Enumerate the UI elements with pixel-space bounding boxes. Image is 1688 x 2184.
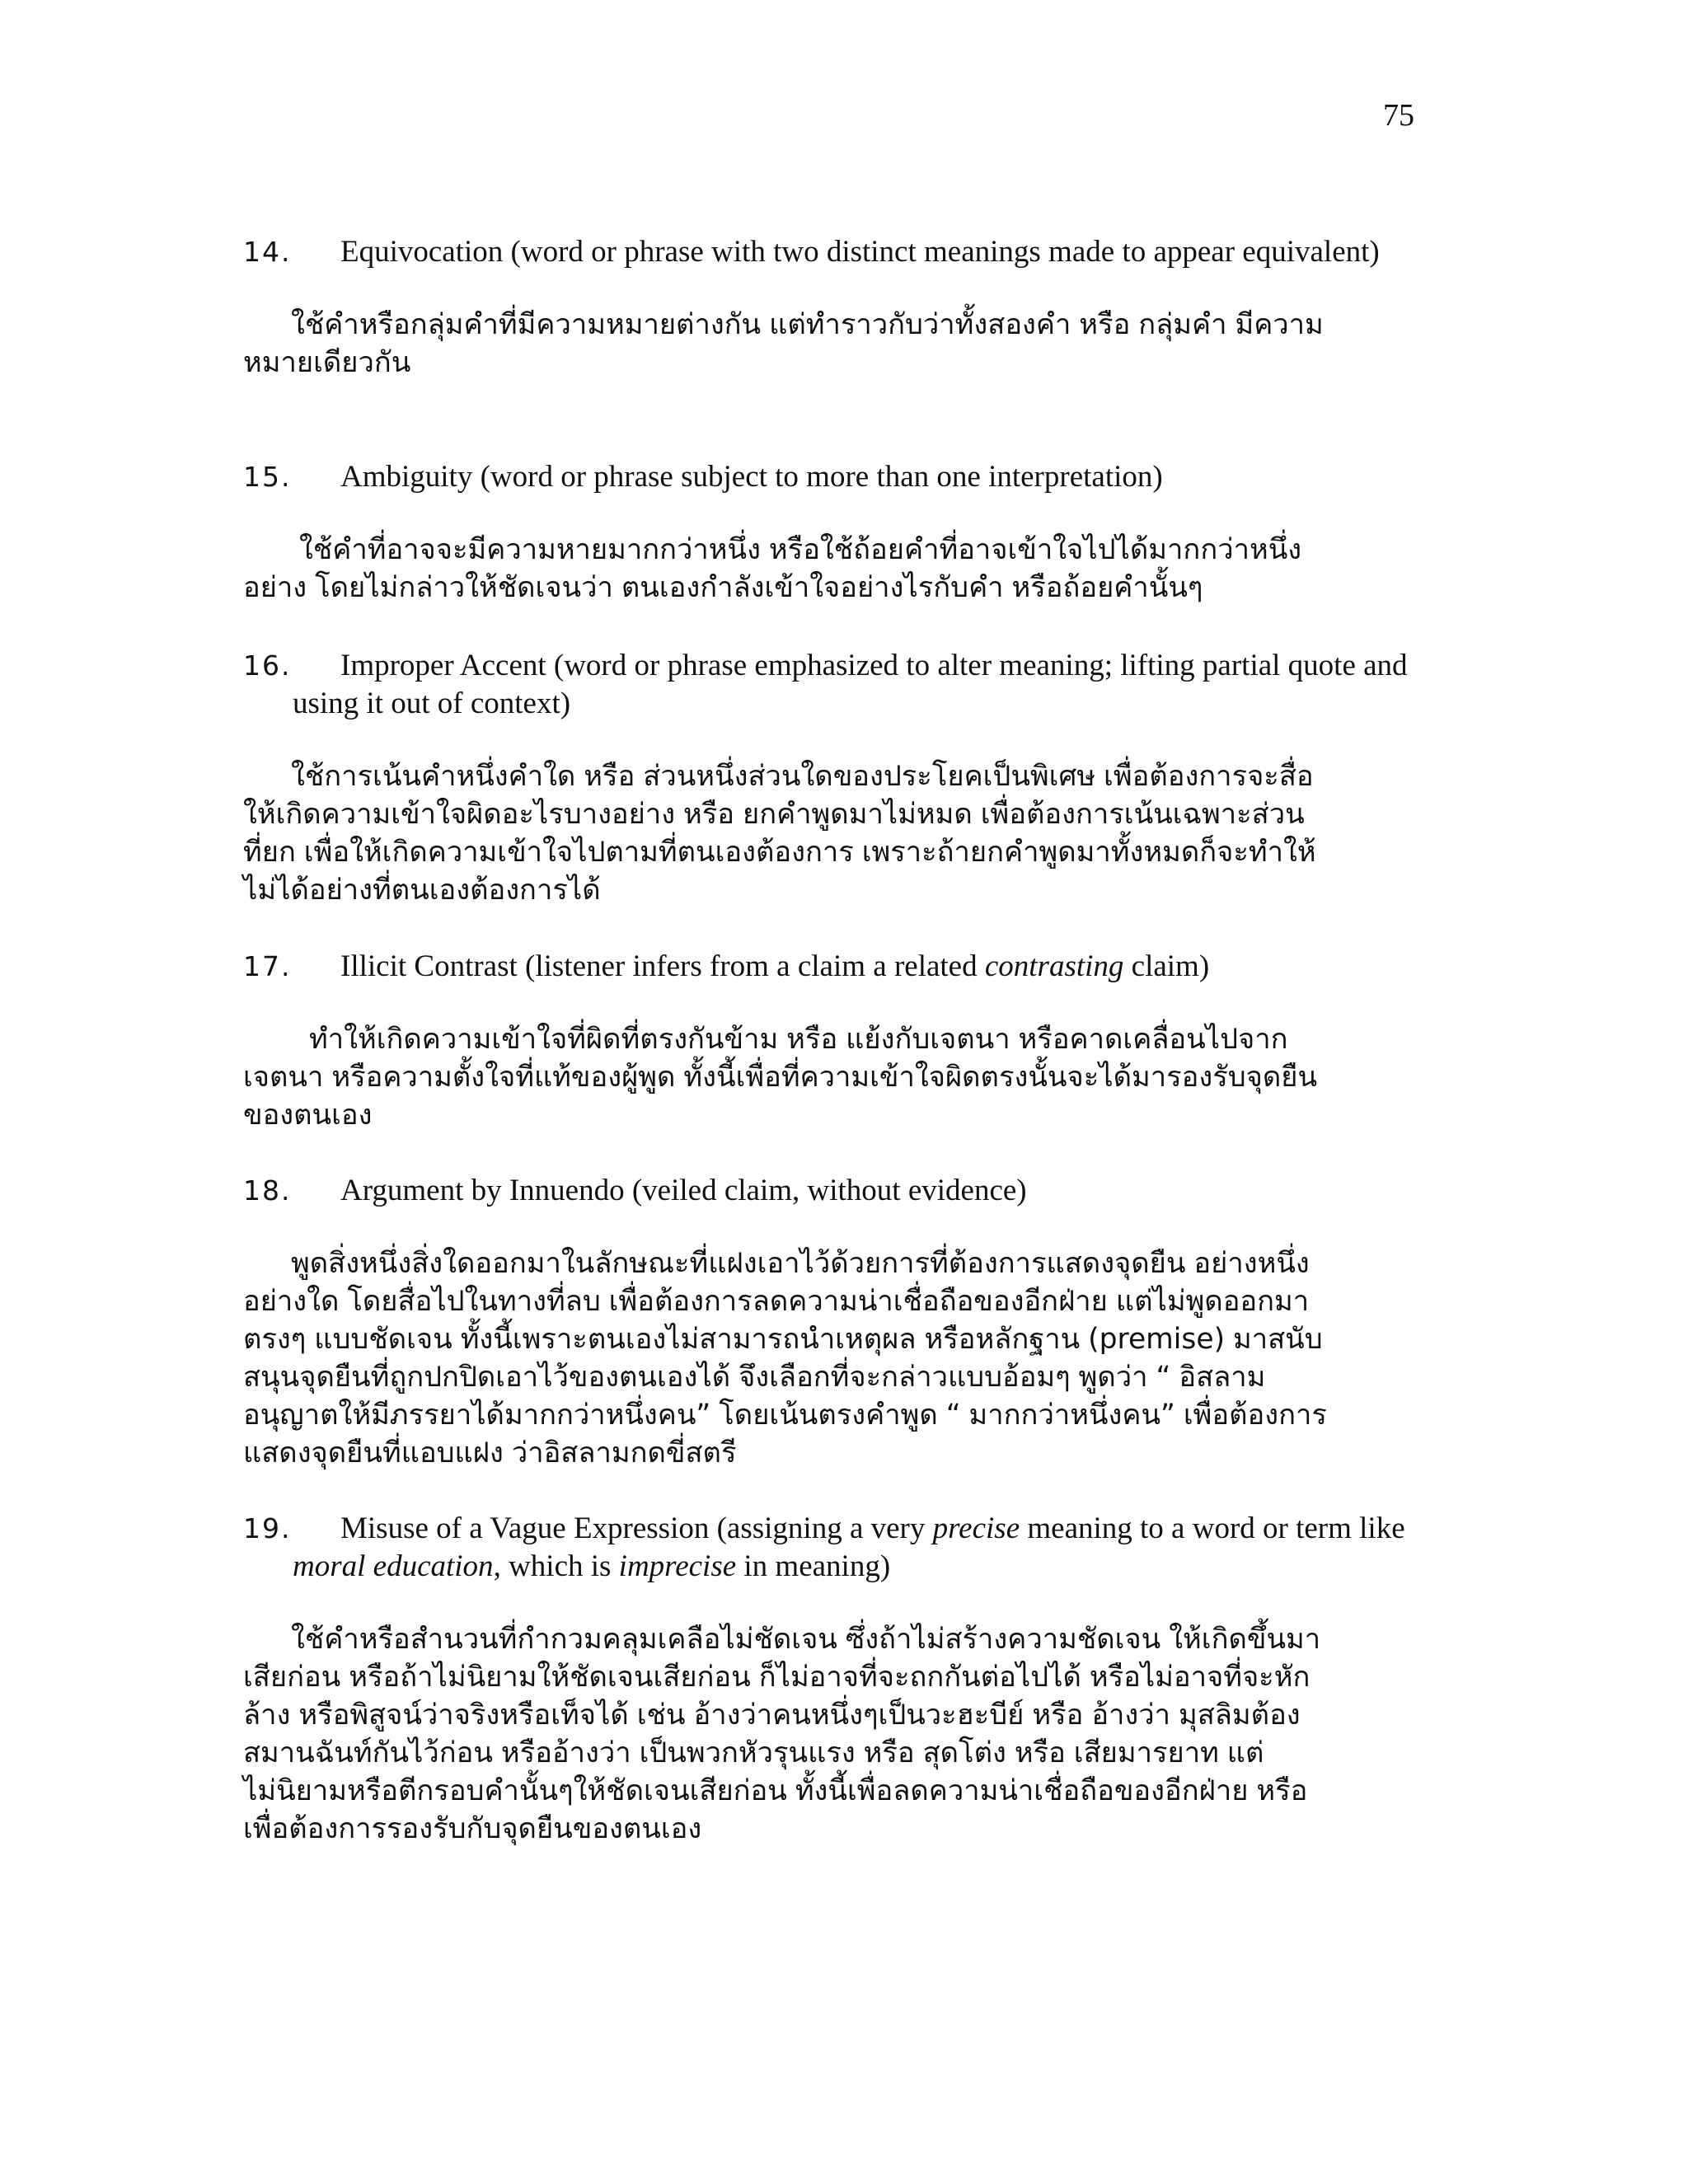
thai-explanation: พูดสิ่งหนึ่งสิ่งใดออกมาในลักษณะที่แฝงเอาไว้ด้วยการที่ต้องการแสดงจุดยืน อย่างหนึ่ง อย่างใด โดยสื่อไปในทางที่ลบ เพื่อต้องการลดความน่าเชื่อถือของอีกฝ่าย แต่ไม่พูดออกมา ตรงๆ แบบชัดเจน ทั้งนี้เพราะตนเองไม่สามารถนำเหตุผล หรือหลักฐาน (premise) มาสนับ สนุนจุดยืนที่ถูกปกปิดเอาไว้ของตนเองได้ จึงเลือกที่จะกล่าวแบบอ้อมๆ พูดว่า “ อิสลาม อนุญาตให้มีภรรยาได้มากกว่าหนึ่งคน” โดยเน้นตรงคำพูด “ มากกว่าหนึ่งคน” เพื่อต้องการ แสดงจุดยืนที่แอบแฝง ว่าอิสลามกดขี่สตรี [243, 1247, 1327, 1469]
thai-explanation: ใช้คำหรือกลุ่มคำที่มีความหมายต่างกัน แต่ทำราวกับว่าทั้งสองคำ หรือ กลุ่มคำ มีความ หมายเดียวกัน [243, 308, 1324, 379]
item-heading [243, 233, 1430, 271]
emphasized-term: imprecise [618, 1549, 737, 1583]
thai-explanation: ใช้การเน้นคำหนึ่งคำใด หรือ ส่วนหนึ่งส่วนใดของประโยคเป็นพิเศษ เพื่อต้องการจะสื่อ ให้เกิดความเข้าใจผิดอะไรบางอย่าง หรือ ยกคำพูดมาไม่หมด เพื่อต้องการเน้นเฉพาะส่วน ที่ยก เพื่อให้เกิดความเข้าใจไปตามที่ตนเองต้องการ เพราะถ้ายกคำพูดมาทั้งหมดก็จะทำให้ ไม่ได้อย่างที่ตนเองต้องการได้ [243, 760, 1316, 907]
fallacy-item-19 [243, 1510, 1430, 1848]
item-heading [243, 1510, 1430, 1586]
item-number: 18. [243, 1174, 292, 1207]
item-heading [243, 647, 1430, 723]
thai-explanation: ใช้คำที่อาจจะมีความหายมากกว่าหนึ่ง หรือใช้ถ้อยคำที่อาจเข้าใจไปได้มากกว่าหนึ่ง อย่าง โดยไม่กล่าวให้ชัดเจนว่า ตนเองกำลังเข้าใจอย่างไรกับคำ หรือถ้อยคำนั้นๆ [243, 533, 1302, 604]
page-number: 75 [1383, 98, 1414, 133]
item-heading [243, 458, 1430, 496]
item-title: Argument by Innuendo (veiled claim, without evidence) [340, 1174, 1027, 1207]
item-title: Improper Accent (word or phrase emphasized to alter meaning; lifting partial quote and using it out of context) [293, 649, 1408, 720]
item-title: Illicit Contrast (listener infers from a claim a related contrasting claim) [340, 949, 1210, 983]
item-heading [243, 1172, 1430, 1210]
item-number: 15. [243, 461, 292, 493]
item-number: 14. [243, 236, 292, 268]
fallacy-item-14 [243, 233, 1430, 382]
item-title: Equivocation (word or phrase with two distinct meanings made to appear equivalent) [340, 235, 1380, 269]
thai-explanation: ทำให้เกิดความเข้าใจที่ผิดที่ตรงกันข้าม หรือ แย้งกับเจตนา หรือคาดเคลื่อนไปจาก เจตนา หรือความตั้งใจที่แท้ของผู้พูด ทั้งนี้เพื่อที่ความเข้าใจผิดตรงนั้นจะได้มารองรับจุดยืน ของตนเอง [243, 1023, 1318, 1132]
emphasized-term: precise [932, 1511, 1020, 1545]
fallacy-item-17 [243, 948, 1430, 1134]
item-title: Misuse of a Vague Expression (assigning a very precise meaning to a word or term like moral education, which is imprecise in meaning) [293, 1511, 1405, 1583]
item-number: 19. [243, 1512, 292, 1544]
item-heading [243, 948, 1430, 986]
emphasized-term: moral education [293, 1549, 494, 1583]
emphasized-term: contrasting [984, 949, 1124, 983]
fallacy-item-15 [243, 458, 1430, 607]
fallacy-item-18 [243, 1172, 1430, 1472]
thai-explanation: ใช้คำหรือสำนวนที่กำกวมคลุมเคลือไม่ชัดเจน ซึ่งถ้าไม่สร้างความชัดเจน ให้เกิดขึ้นมา เสียก่อน หรือถ้าไม่นิยามให้ชัดเจนเสียก่อน ก็ไม่อาจที่จะถกกันต่อไปได้ หรือไม่อาจที่จะหัก ล้าง หรือพิสูจน์ว่าจริงหรือเท็จได้ เช่น อ้างว่าคนหนึ่งๆเป็นวะฮะบีย์ หรือ อ้างว่า มุสลิมต้อง สมานฉันท์กันไว้ก่อน หรืออ้างว่า เป็นพวกหัวรุนแรง หรือ สุดโต่ง หรือ เสียมารยาท แต่ ไม่นิยามหรือตีกรอบคำนั้นๆให้ชัดเจนเสียก่อน ทั้งนี้เพื่อลดความน่าเชื่อถือของอีกฝ่าย หรือ เพื่อต้องการรองรับกับจุดยืนของตนเอง [243, 1623, 1321, 1845]
item-number: 16. [243, 649, 292, 682]
item-number: 17. [243, 950, 292, 982]
item-title: Ambiguity (word or phrase subject to more than one interpretation) [340, 460, 1163, 494]
fallacy-item-16 [243, 647, 1430, 909]
